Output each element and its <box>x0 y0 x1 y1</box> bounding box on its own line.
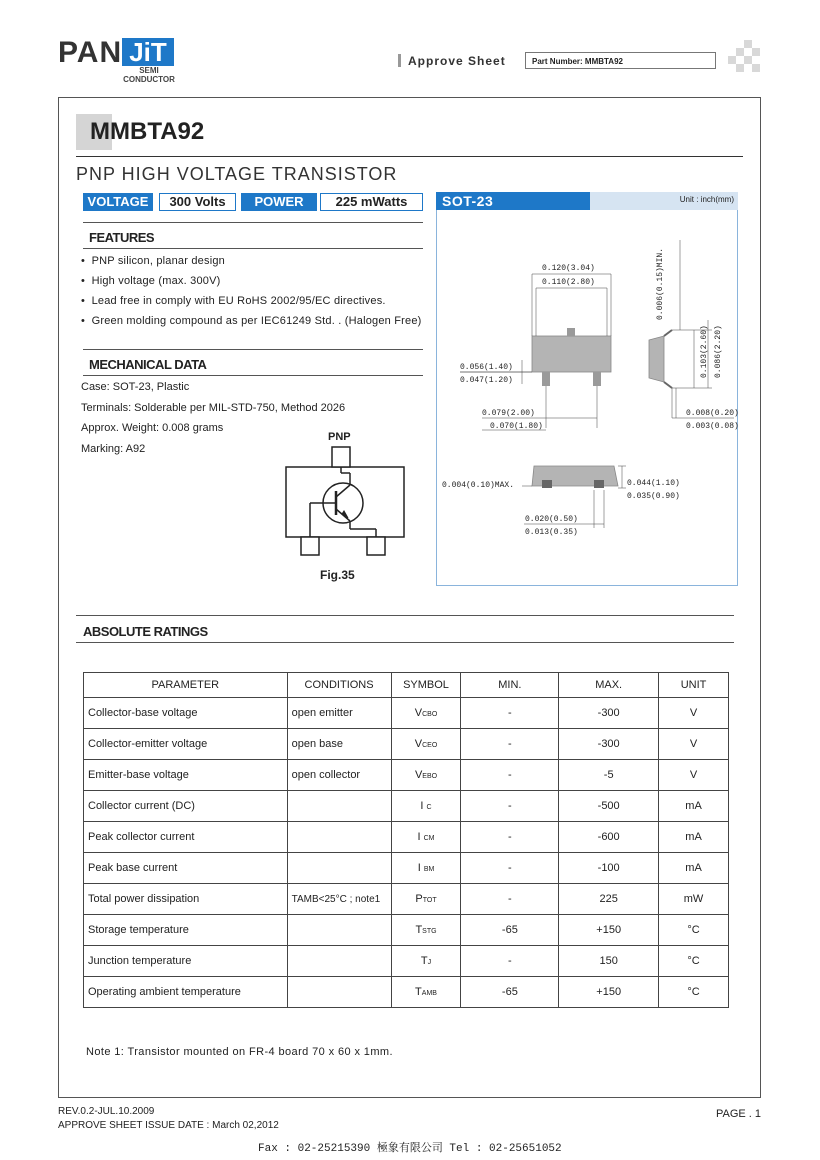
voltage-value: 300 Volts <box>159 193 236 211</box>
table-row <box>84 729 729 760</box>
symbol-main: I <box>420 800 424 812</box>
cell-max: -5 <box>559 760 659 791</box>
dim-h-max: 0.056(1.40) <box>460 363 513 372</box>
cell-cond <box>287 822 391 853</box>
terminals-text: Terminals: Solderable per MIL-STD-750, Method 2026 <box>81 402 346 414</box>
marking-text: Marking: A92 <box>81 443 146 455</box>
voltage-label: VOLTAGE <box>83 193 153 211</box>
symbol-main: I <box>417 831 421 843</box>
dim-side-2: 0.086(2.20) <box>714 325 723 378</box>
cell-max: +150 <box>559 977 659 1008</box>
symbol-sub: CEO <box>422 742 438 749</box>
cell-min: - <box>461 822 559 853</box>
cell-cond <box>287 915 391 946</box>
symbol-sub: BM <box>423 866 435 873</box>
feature-item: • Lead free in comply with EU RoHS 2002/95/EC directives. <box>81 295 386 307</box>
dim-pitch-max: 0.079(2.00) <box>482 409 535 418</box>
dim-height-max: 0.044(1.10) <box>627 479 680 488</box>
fig-label: Fig.35 <box>320 568 355 582</box>
table-row <box>84 977 729 1008</box>
table-row <box>84 760 729 791</box>
cell-unit: °C <box>659 977 729 1008</box>
page-number: PAGE . 1 <box>716 1108 762 1120</box>
cell-cond <box>287 853 391 884</box>
cell-unit: V <box>659 698 729 729</box>
table-row <box>84 698 729 729</box>
cell-min: - <box>461 729 559 760</box>
table-row <box>84 822 729 853</box>
cell-symbol <box>391 698 461 729</box>
cell-min: - <box>461 884 559 915</box>
revision-text: REV.0.2-JUL.10.2009 <box>58 1106 155 1117</box>
table-row <box>84 946 729 977</box>
package-name: SOT-23 <box>436 192 590 210</box>
logo-sub-conductor: CONDUCTOR <box>123 75 175 84</box>
features-heading: FEATURES <box>89 230 155 245</box>
cell-param: Junction temperature <box>84 946 288 977</box>
package-unit: Unit : inch(mm) <box>679 195 734 204</box>
dim-w-min: 0.110(2.80) <box>542 278 595 287</box>
cell-cond <box>287 946 391 977</box>
cell-unit: mW <box>659 884 729 915</box>
part-number-box: Part Number: MMBTA92 <box>525 52 716 69</box>
cell-unit: mA <box>659 853 729 884</box>
cell-symbol <box>391 791 461 822</box>
symbol-main: T <box>415 986 422 998</box>
pnp-label: PNP <box>328 431 351 443</box>
cell-cond: open emitter <box>287 698 391 729</box>
weight-text: Approx. Weight: 0.008 grams <box>81 422 224 434</box>
table-row <box>84 884 729 915</box>
features-rule-bottom <box>83 248 423 249</box>
col-parameter: PARAMETER <box>84 673 288 698</box>
cell-param: Collector-base voltage <box>84 698 288 729</box>
dim-thk-max: 0.008(0.20) <box>686 409 739 418</box>
approve-sheet-label: Approve Sheet <box>408 54 506 68</box>
feature-text: PNP silicon, planar design <box>91 255 225 267</box>
footnote: Note 1: Transistor mounted on FR-4 board 70 x 60 x 1mm. <box>86 1046 393 1058</box>
col-min: MIN. <box>461 673 559 698</box>
symbol-sub: CBO <box>422 711 438 718</box>
cell-max: -300 <box>559 698 659 729</box>
cell-max: -600 <box>559 822 659 853</box>
symbol-sub: STG <box>422 928 437 935</box>
cell-min: - <box>461 946 559 977</box>
dim-pitch-min: 0.070(1.80) <box>490 422 543 431</box>
ratings-rule-top <box>76 615 734 616</box>
cell-min: - <box>461 698 559 729</box>
symbol-main: V <box>414 738 423 750</box>
dim-standoff: 0.004(0.10)MAX. <box>442 481 515 490</box>
cell-symbol <box>391 946 461 977</box>
dim-leadw-min: 0.013(0.35) <box>525 528 578 537</box>
cell-cond <box>287 791 391 822</box>
approve-marker <box>398 54 401 67</box>
dim-thk-min: 0.003(0.08) <box>686 422 739 431</box>
cell-symbol <box>391 822 461 853</box>
ratings-heading: ABSOLUTE RATINGS <box>83 624 208 639</box>
cell-param: Collector-emitter voltage <box>84 729 288 760</box>
dim-height-min: 0.035(0.90) <box>627 492 680 501</box>
ratings-rule-bottom <box>76 642 734 643</box>
symbol-main: T <box>420 955 428 967</box>
feature-item: • High voltage (max. 300V) <box>81 275 221 287</box>
logo-sub-semi: SEMI <box>139 66 159 75</box>
page-subtitle: PNP HIGH VOLTAGE TRANSISTOR <box>76 164 398 184</box>
issue-date-text: APPROVE SHEET ISSUE DATE : March 02,2012 <box>58 1120 279 1131</box>
cell-min: - <box>461 853 559 884</box>
case-text: Case: SOT-23, Plastic <box>81 381 190 393</box>
cell-param: Storage temperature <box>84 915 288 946</box>
cell-unit: V <box>659 760 729 791</box>
feature-text: High voltage (max. 300V) <box>91 275 221 287</box>
mechanical-heading: MECHANICAL DATA <box>89 357 207 372</box>
symbol-main: V <box>414 769 423 781</box>
mech-rule-bottom <box>83 375 423 376</box>
col-unit: UNIT <box>659 673 729 698</box>
dim-side-1: 0.103(2.60) <box>700 325 709 378</box>
symbol-main: P <box>415 893 423 905</box>
cell-symbol <box>391 884 461 915</box>
col-conditions: CONDITIONS <box>287 673 391 698</box>
dim-h-min: 0.047(1.20) <box>460 376 513 385</box>
cell-min: - <box>461 791 559 822</box>
title-rule <box>76 156 743 157</box>
table-row <box>84 791 729 822</box>
symbol-sub: C <box>426 804 432 811</box>
symbol-sub: TOT <box>422 897 437 904</box>
cell-symbol <box>391 760 461 791</box>
col-max: MAX. <box>559 673 659 698</box>
power-value: 225 mWatts <box>320 193 423 211</box>
logo-jit: JiT <box>122 38 174 66</box>
feature-text: Green molding compound as per IEC61249 Std. . (Halogen Free) <box>91 315 422 327</box>
cell-cond: open base <box>287 729 391 760</box>
symbol-main: T <box>415 924 423 936</box>
ratings-table <box>83 672 729 1008</box>
cell-max: -500 <box>559 791 659 822</box>
symbol-main: I <box>417 862 421 874</box>
cell-max: +150 <box>559 915 659 946</box>
feature-item: • PNP silicon, planar design <box>81 255 225 267</box>
dim-leadw-max: 0.020(0.50) <box>525 515 578 524</box>
symbol-sub: CM <box>423 835 435 842</box>
cell-cond: open collector <box>287 760 391 791</box>
cell-unit: mA <box>659 822 729 853</box>
table-header-row <box>84 673 729 698</box>
symbol-sub: AMB <box>421 990 437 997</box>
cell-param: Total power dissipation <box>84 884 288 915</box>
cell-param: Emitter-base voltage <box>84 760 288 791</box>
symbol-sub: EBO <box>422 773 438 780</box>
power-label: POWER <box>241 193 317 211</box>
table-row <box>84 853 729 884</box>
cell-symbol <box>391 729 461 760</box>
cell-unit: °C <box>659 915 729 946</box>
dim-lead-min: 0.006(0.15)MIN. <box>656 247 665 320</box>
cell-symbol <box>391 853 461 884</box>
symbol-sub: J <box>427 959 432 966</box>
feature-item: • Green molding compound as per IEC61249 Std. . (Halogen Free) <box>81 315 422 327</box>
cell-min: -65 <box>461 915 559 946</box>
features-rule-top <box>83 222 423 223</box>
mech-rule-top <box>83 349 423 350</box>
dim-w-max: 0.120(3.04) <box>542 264 595 273</box>
cell-cond <box>287 977 391 1008</box>
symbol-main: V <box>414 707 423 719</box>
cell-param: Collector current (DC) <box>84 791 288 822</box>
col-symbol: SYMBOL <box>391 673 461 698</box>
cell-unit: mA <box>659 791 729 822</box>
logo-subtitle <box>122 66 176 84</box>
feature-text: Lead free in comply with EU RoHS 2002/95/EC directives. <box>91 295 386 307</box>
logo-pan: PAN <box>58 36 123 69</box>
cell-unit: V <box>659 729 729 760</box>
cell-cond: TAMB<25°C ; note1 <box>287 884 391 915</box>
cell-symbol <box>391 915 461 946</box>
cell-max: -300 <box>559 729 659 760</box>
pnp-symbol-diagram <box>280 445 410 557</box>
cell-param: Operating ambient temperature <box>84 977 288 1008</box>
cell-param: Peak base current <box>84 853 288 884</box>
cell-symbol <box>391 977 461 1008</box>
cell-max: 225 <box>559 884 659 915</box>
cell-min: -65 <box>461 977 559 1008</box>
cell-max: 150 <box>559 946 659 977</box>
page-title: MMBTA92 <box>90 118 205 145</box>
table-row <box>84 915 729 946</box>
cell-max: -100 <box>559 853 659 884</box>
cell-unit: °C <box>659 946 729 977</box>
cell-param: Peak collector current <box>84 822 288 853</box>
fax-tel-line: Fax : 02-25215390 極象有限公司 Tel : 02-25651052 <box>258 1143 562 1155</box>
cell-min: - <box>461 760 559 791</box>
